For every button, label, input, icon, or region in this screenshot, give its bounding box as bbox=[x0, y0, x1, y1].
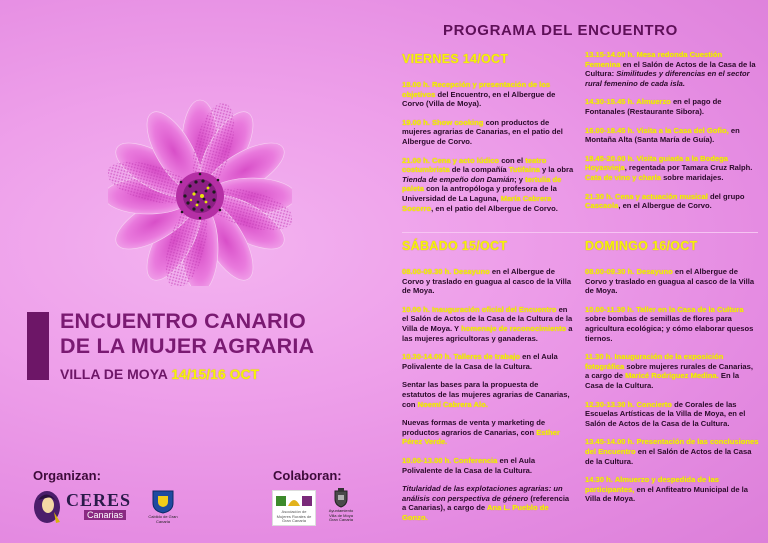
domingo-column bbox=[585, 239, 759, 513]
ceres-main-text: CERES bbox=[66, 490, 132, 510]
event-title-line1: ENCUENTRO CANARIO bbox=[60, 309, 306, 333]
viernes-item: 14.30-15.45 h. Almuerzo en el pago de Fontanales (Restaurante Sibora). bbox=[585, 97, 722, 116]
ceres-logo bbox=[32, 490, 132, 526]
domingo-item: 12.30-13.30 h. Concierto de Corales de las Escuelas Artísticas de la Villa de Moya, en el Salón de Actos de la Casa de la Cultura. bbox=[585, 399, 746, 428]
domingo-item: 11.30 h. Inauguración de la exposición fotográfica sobre mujeres rurales de Canarias, a cargo de Maricé Rodríguez Medina. En la Casa de la Cultura. bbox=[585, 352, 753, 390]
ayuntamiento-crest-icon bbox=[333, 488, 349, 508]
viernes-item: 13.15-14.00 h. Mesa redonda Cuestión Femenina en el Salón de Actos de la Casa de la Cultura: Similitudes y diferencias en el sector rural femenino de cada isla. bbox=[585, 50, 756, 88]
sabado-item: Titularidad de las explotaciones agrarias: un análisis con perspectiva de género (referencia a Canarias), a cargo de Ana L. Pueblo de Gonzo. bbox=[402, 484, 570, 522]
asociacion-logo bbox=[272, 490, 316, 526]
viernes-continued-column bbox=[585, 50, 759, 220]
domingo-item: 08.00-09.30 h. Desayuno en el Albergue de Corvo y traslado en guagua al casco de la Villa de Moya. bbox=[585, 267, 755, 296]
cabildo-text: Cabildo de Gran Canaria bbox=[148, 514, 178, 524]
asociacion-text: Asociación de Mujeres Rurales de Gran Canaria bbox=[276, 509, 312, 523]
event-place: VILLA DE MOYA bbox=[60, 366, 168, 382]
viernes-item: 19.00 h. Show cooking con productos de mujeres agrarias de Canarias, en el patio del Albergue de Corvo. bbox=[402, 117, 563, 146]
viernes-item: 21.30 h. Cena y actuación musical del grupo Cascaola, en el Albergue de Corvo. bbox=[585, 191, 745, 211]
viernes-column bbox=[402, 52, 574, 222]
asociacion-emblem-icon bbox=[276, 494, 312, 508]
ceres-sub-text: Canarias bbox=[84, 510, 126, 520]
sabado-item: Sentar las bases para la propuesta de estatutos de las mujeres agrarias de Canarias, con Noemí Cabrera Alo. bbox=[402, 380, 570, 409]
sabado-column bbox=[402, 239, 574, 531]
sabado-item: 10.00-13.00 h. Conferencia en el Aula Polivalente de la Casa de la Cultura. bbox=[402, 455, 536, 475]
event-dates: 14/15/16 OCT bbox=[171, 366, 260, 382]
sabado-item: 10.00 h. Inauguración oficial del Encuentro en el Salón de Actos de la Casa de la Cultura de la Villa de Moya. Y homenaje de reconocimiento a las mujeres agricultoras y ganaderas. bbox=[402, 304, 573, 343]
domingo-item: 13.45-14.00 h. Presentación de las conclusiones del Encuentro en el Salón de Actos de la Casa de la Cultura. bbox=[585, 437, 759, 466]
program-title: PROGRAMA DEL ENCUENTRO bbox=[443, 22, 678, 39]
viernes-item: 18.45-20.00 h. Visita guiada a la Bodega Hoyasvieja, regentada por Tamara Cruz Ralph. Cata de vino y charla sobre maridajes. bbox=[585, 153, 753, 182]
section-divider bbox=[402, 232, 758, 233]
cabildo-shield-icon bbox=[152, 490, 174, 514]
colaboran-label: Colaboran: bbox=[273, 468, 342, 483]
domingo-heading: DOMINGO 16/OCT bbox=[585, 239, 698, 253]
cabildo-logo bbox=[145, 490, 181, 524]
sabado-item: 10.30-14.00 h. Talleres de trabajo en el Aula Polivalente de la Casa de la Cultura. bbox=[402, 352, 558, 371]
viernes-item: 18.00 h. Recepción y presentación de los objetivos del Encuentro, en el Albergue de Corvo (Villa de Moya). bbox=[402, 80, 556, 109]
sabado-item: 08.00-09.30 h. Desayuno en el Albergue de Corvo y traslado en guagua al casco de la Villa de Moya. bbox=[402, 267, 572, 296]
ayuntamiento-logo bbox=[326, 488, 356, 526]
domingo-item: 14.30 h. Almuerzo y despedida de las participantes, en el Anfiteatro Municipal de la Villa de Moya. bbox=[585, 475, 749, 504]
viernes-item: 21.00 h. Cena y acto lúdico con el teatro costumbrista de la compañía Tutifaina y la obra Tienda de empeño don Damián; y tertulia de paleta con la antropóloga y profesora de la Universidad de La Laguna, María Cabrera Socorro, en el patio del Albergue de Corvo. bbox=[402, 155, 574, 213]
organizan-label: Organizan: bbox=[33, 468, 101, 483]
title-accent-bar bbox=[27, 312, 49, 380]
viernes-item: 16.00-18.45 h. Visita a la Casa del Gofio, en Montaña Alta (Santa María de Guía). bbox=[585, 125, 740, 145]
ceres-woman-icon bbox=[32, 490, 62, 524]
sabado-item: Nuevas formas de venta y marketing de productos agrarios de Canarias, con Esther Pérez Verde. bbox=[402, 418, 560, 447]
viernes-heading: VIERNES 14/OCT bbox=[402, 52, 509, 66]
domingo-item: 10.00-11.30 h. Taller en la Casa de la Cultura sobre bombas de semillas de flores para agricultura ecológica; y cómo elaborar quesos tiernos. bbox=[585, 304, 754, 343]
ayuntamiento-text: Ayuntamiento Villa de Moya Gran Canaria bbox=[328, 508, 354, 522]
sabado-heading: SÁBADO 15/OCT bbox=[402, 239, 508, 253]
flower-illustration bbox=[108, 96, 292, 286]
event-subtitle bbox=[60, 366, 259, 382]
event-title-line2: DE LA MUJER AGRARIA bbox=[60, 334, 315, 358]
